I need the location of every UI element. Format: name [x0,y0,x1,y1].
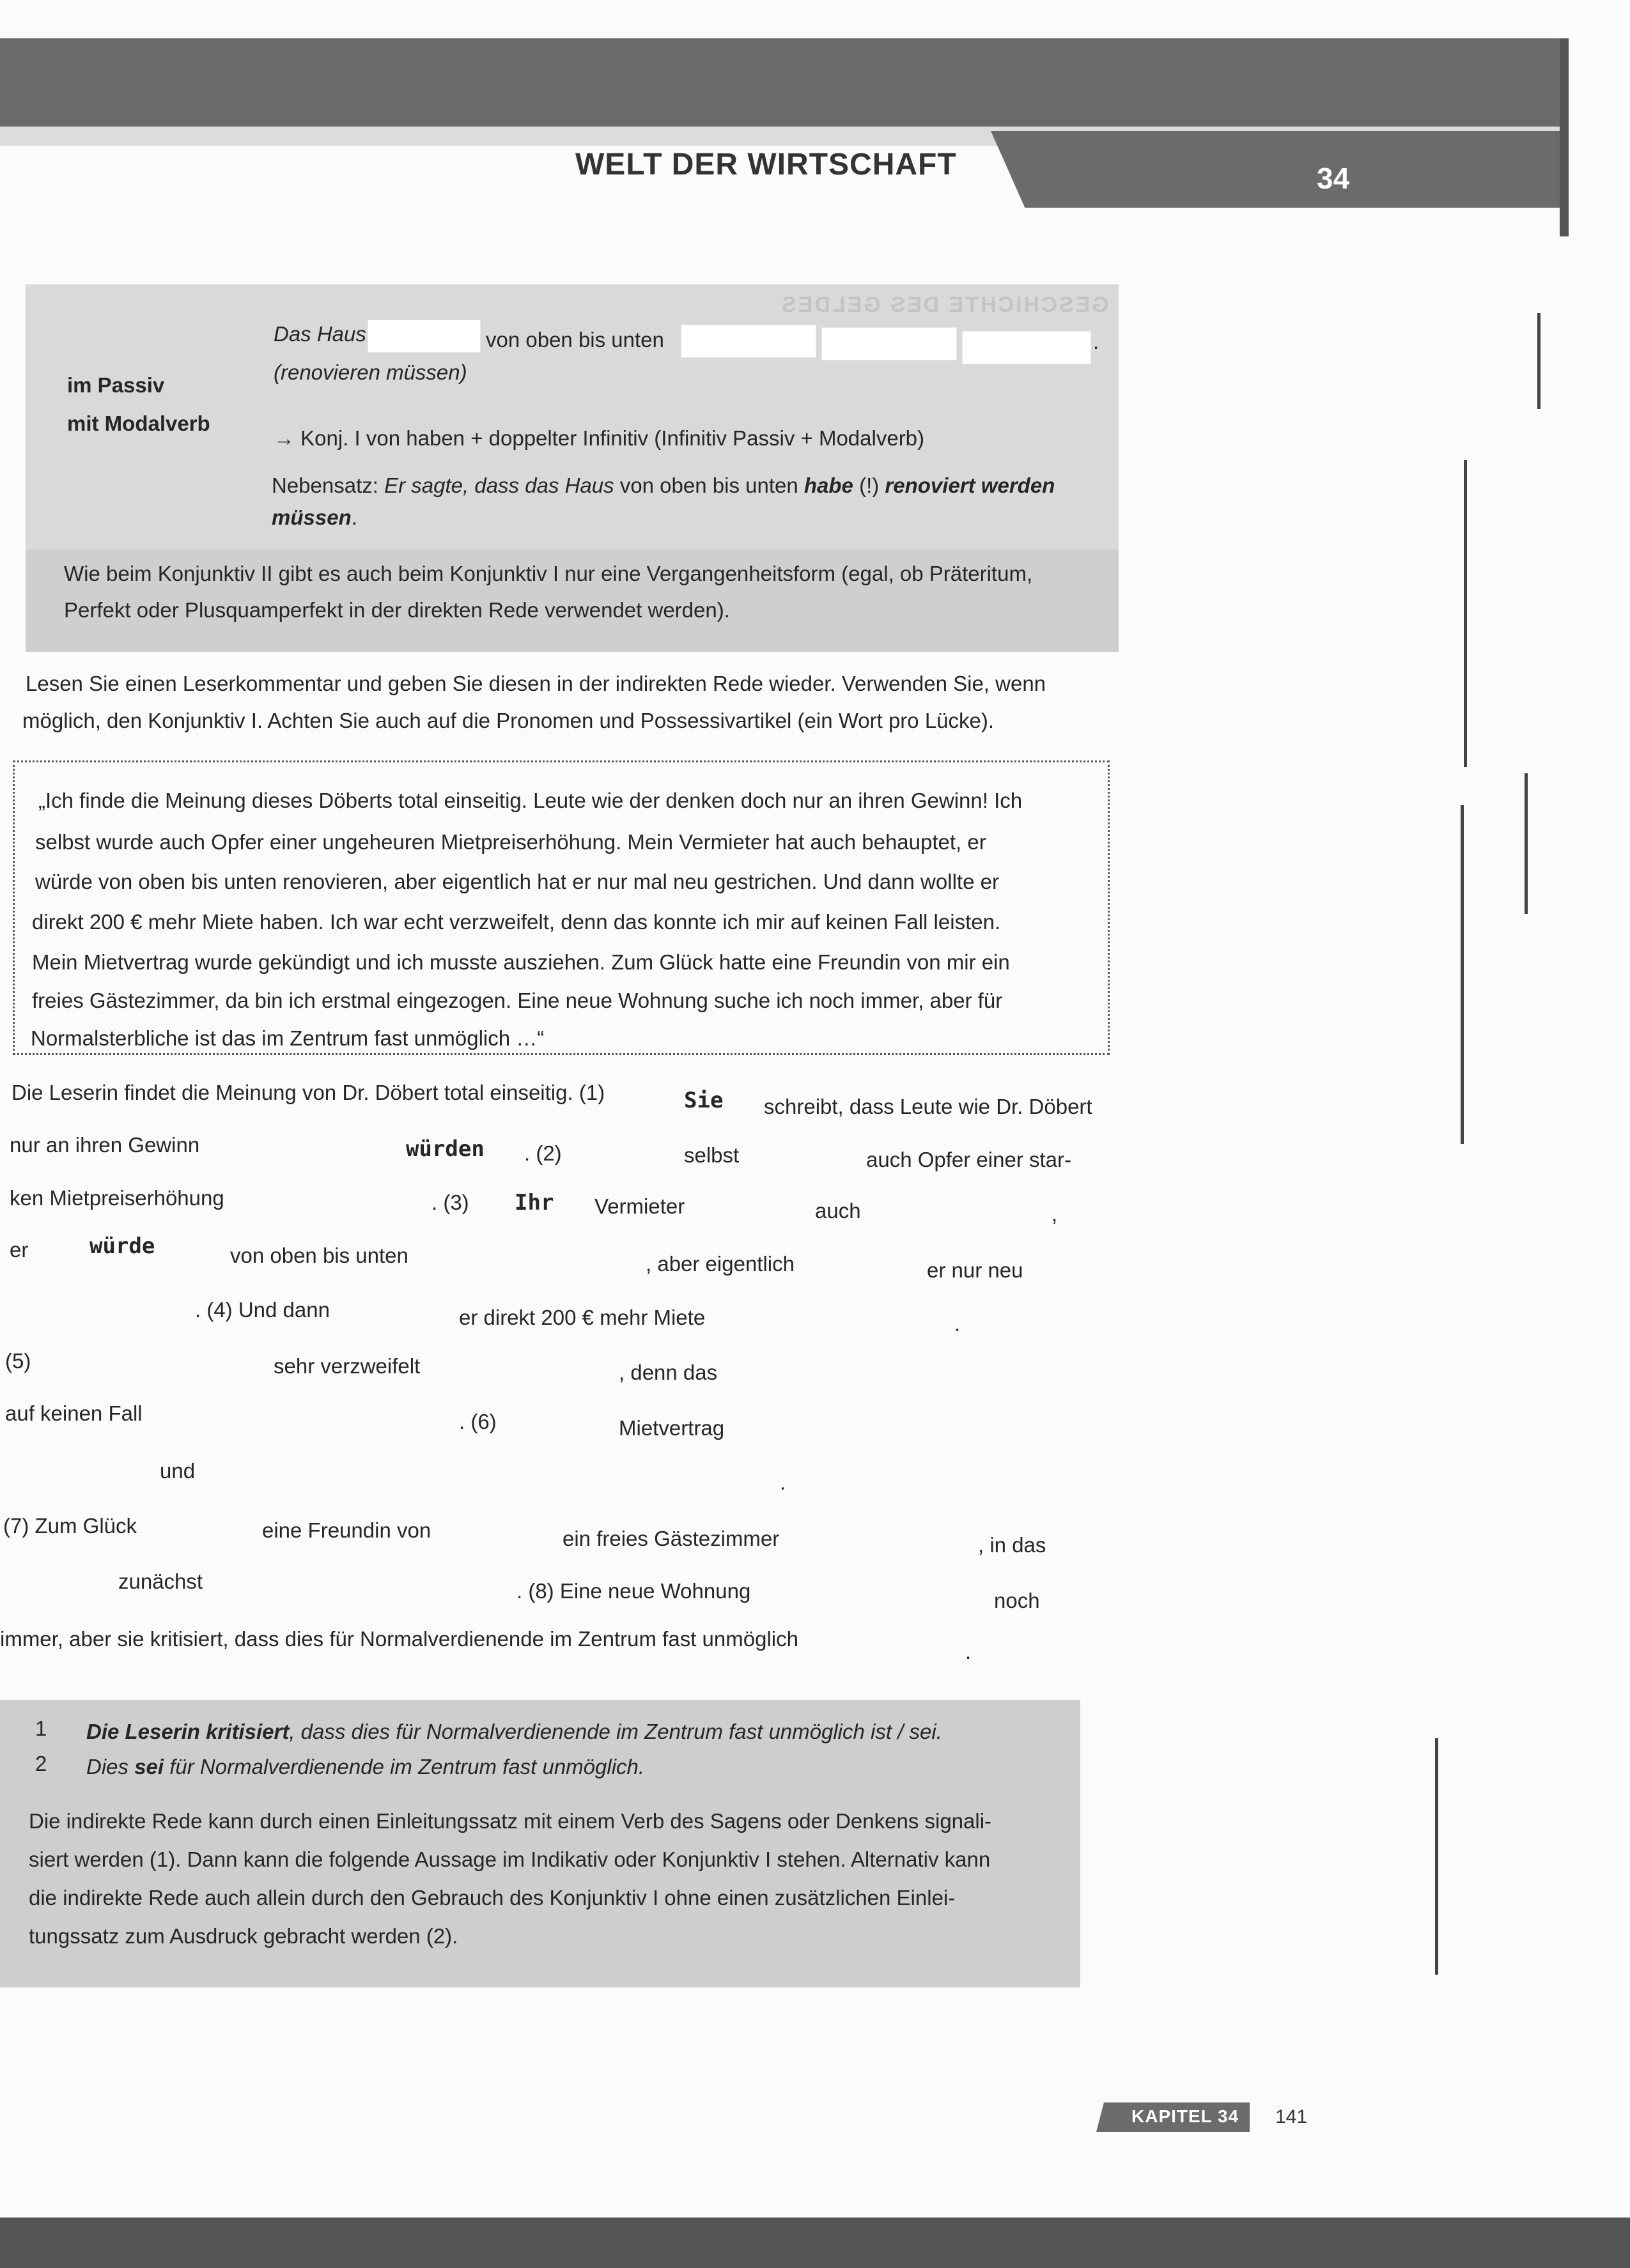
ex-answer-2[interactable]: würden [406,1136,485,1162]
note-line-1: Wie beim Konjunktiv II gibt es auch beim Konjunktiv I nur eine Vergangenheitsform (egal, ob Präteritum, [64,562,1033,585]
ex-answer-1[interactable]: Sie [684,1088,724,1113]
nebensatz-dot: . [351,505,357,529]
quote-line-4: direkt 200 € mehr Miete haben. Ich war echt verzweifelt, denn das konnte ich mir auf keinen Fall leisten. [32,910,1001,934]
ex-row2-b: . (2) [524,1141,562,1165]
ex-answer-4[interactable]: würde [89,1233,155,1259]
ex-row7-b: . (6) [459,1410,497,1433]
example-blank-4 [962,331,1091,364]
ex-row3-b: . (3) [431,1191,469,1214]
ex-row5-c: . [954,1312,961,1336]
footer-bar [0,2218,1630,2268]
example-start: Das Haus [274,322,366,346]
note-line-2: Perfekt oder Plusquamperfekt in der direkten Rede verwendet werden). [64,598,730,622]
gb2-ex2-rest: für Normalverdienende im Zentrum fast unmöglich. [169,1755,645,1778]
ex-row5-a: . (4) Und dann [195,1298,330,1322]
scan-artifact [1435,1738,1438,1975]
page-number: 141 [1275,2106,1308,2127]
ex-row4-c: , aber eigentlich [646,1252,795,1276]
scan-edge [1560,38,1569,236]
nebensatz-italic: Er sagte, dass das Haus [384,474,614,497]
ex-row4-a: er [10,1238,29,1261]
example-end: . [1093,330,1099,353]
ex-row7-c: Mietvertrag [619,1416,725,1440]
gb2-ex2-bold: sei [134,1755,164,1778]
nebensatz-excl: (!) [859,474,880,497]
row-label-modalverb: mit Modalverb [67,412,210,435]
gb2-ex1-rest: , dass dies für Normalverdienende im Zentrum fast unmöglich ist / sei. [289,1720,942,1743]
example-blank-3 [821,327,957,360]
row-label-passive: im Passiv [67,373,165,397]
chapter-number: 34 [1317,162,1350,195]
nebensatz-middle: von oben bis unten [619,474,798,497]
gb2-line-1: Die indirekte Rede kann durch einen Einleitungssatz mit einem Verb des Sagens oder Denkens signali- [29,1809,992,1833]
nebensatz-muessen: müssen [272,505,352,529]
example-blank-2 [681,325,816,358]
gb2-line-4: tungssatz zum Ausdruck gebracht werden (2). [29,1924,458,1948]
rule-text: → Konj. I von haben + doppelter Infinitiv (Infinitiv Passiv + Modalverb) [274,426,925,450]
ex-row4-b: von oben bis unten [230,1244,408,1267]
example-blank-1 [368,320,481,353]
ex-row2-d: auch Opfer einer star- [866,1148,1071,1171]
gb2-ex2-num: 2 [35,1752,47,1775]
ex-row9-c: ein freies Gästezimmer [563,1527,780,1550]
nebensatz-line [272,473,1055,498]
gb2-ex1 [86,1719,942,1745]
ex-answer-3[interactable]: Ihr [515,1190,554,1215]
quote-line-2: selbst wurde auch Opfer einer ungeheuren Mietpreiserhöhung. Mein Vermieter hat auch behauptet, er [35,830,986,854]
section-title: WELT DER WIRTSCHAFT [575,148,957,181]
ex-row5-b: er direkt 200 € mehr Miete [459,1306,706,1329]
quote-line-6: freies Gästezimmer, da bin ich erstmal eingezogen. Eine neue Wohnung suche ich noch immer, aber für [32,989,1003,1012]
instruction-line-2: möglich, den Konjunktiv I. Achten Sie auch auf die Pronomen und Possessivartikel (ein Wort pro Lücke). [22,709,995,732]
ex-row10-a: zunächst [118,1570,203,1593]
ex-row6-c: , denn das [619,1361,718,1384]
ex-row3-a: ken Mietpreiserhöhung [10,1186,224,1210]
ex-row2-c: selbst [684,1143,740,1167]
header-bar [0,38,1560,128]
ex-row7-a: auf keinen Fall [5,1401,143,1425]
ex-row10-c: noch [994,1589,1040,1612]
quote-line-7: Normalsterbliche ist das im Zentrum fast unmöglich …“ [31,1026,545,1050]
nebensatz-line-2 [272,505,357,530]
nebensatz-bold-end: renoviert werden [885,474,1055,497]
ex-row9-d: , in das [978,1533,1046,1557]
ex-row1-b: schreibt, dass Leute wie Dr. Döbert [764,1095,1092,1118]
example-middle: von oben bis unten [486,328,664,351]
quote-line-5: Mein Mietvertrag wurde gekündigt und ich musste ausziehen. Zum Glück hatte eine Freundin von mir ein [32,950,1010,974]
instruction-line-1: Lesen Sie einen Leserkommentar und geben Sie diesen in der indirekten Rede wieder. Verwenden Sie, wenn [26,672,1046,695]
nebensatz-label: Nebensatz: [272,474,378,497]
gb2-ex2 [86,1754,644,1780]
ex-row11-b: . [965,1640,972,1663]
gb2-ex1-bold: Die Leserin kritisiert [86,1720,290,1743]
bleed-through-text: GESCHICHTE DES GELDES [780,293,1109,317]
ex-row4-d: er nur neu [927,1258,1023,1282]
example-hint: (renovieren müssen) [274,360,467,384]
quote-line-3: würde von oben bis unten renovieren, aber eigentlich hat er nur mal neu gestrichen. Und dann wollte er [35,870,999,893]
ex-row6-b: sehr verzweifelt [274,1354,421,1378]
ex-row8-b: . [780,1470,786,1494]
scan-artifact [1461,805,1464,1144]
ex-row11-a: immer, aber sie kritisiert, dass dies für Normalverdienende im Zentrum fast unmöglich [0,1627,798,1651]
ex-row1-a: Die Leserin findet die Meinung von Dr. Döbert total einseitig. (1) [12,1081,605,1104]
ex-row8-a: und [160,1459,196,1483]
ex-row2-a: nur an ihren Gewinn [10,1133,200,1157]
ex-row9-b: eine Freundin von [262,1518,431,1542]
nebensatz-habe: habe [803,474,853,497]
ex-row3-c: Vermieter [594,1194,685,1218]
ex-row6-a: (5) [5,1349,31,1373]
gb2-ex2-a: Dies [86,1755,129,1778]
scan-artifact [1537,313,1541,409]
chapter-tab [991,131,1560,208]
ex-row3-d: auch [815,1199,861,1223]
scan-artifact [1464,460,1467,767]
quote-line-1: „Ich finde die Meinung dieses Döberts total einseitig. Leute wie der denken doch nur an ihren Gewinn! Ich [38,789,1023,812]
ex-row9-a: (7) Zum Glück [3,1514,137,1538]
chapter-footer-label: KAPITEL 34 [1131,2106,1239,2126]
ex-row3-e: , [1052,1202,1058,1226]
ex-row10-b: . (8) Eine neue Wohnung [516,1579,751,1603]
gb2-ex1-num: 1 [35,1716,47,1740]
gb2-line-2: siert werden (1). Dann kann die folgende Aussage im Indikativ oder Konjunktiv I stehen. Alternativ kann [29,1848,991,1871]
gb2-line-3: die indirekte Rede auch allein durch den Gebrauch des Konjunktiv I ohne einen zusätzlichen Einlei- [29,1886,956,1909]
scan-artifact [1525,773,1528,914]
